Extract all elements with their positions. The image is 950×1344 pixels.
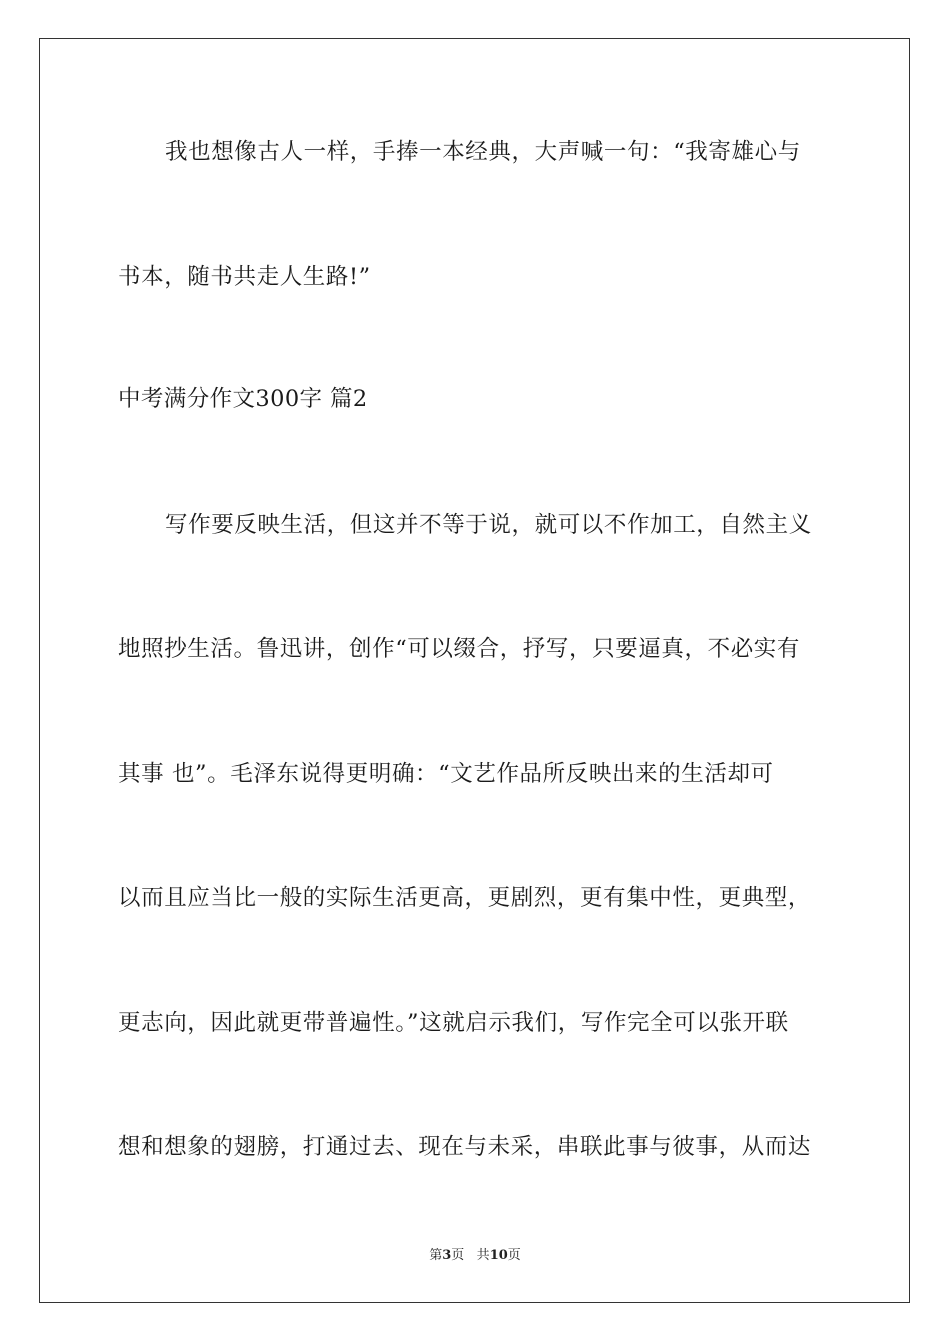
page-label-suffix: 页 xyxy=(451,1248,465,1263)
paragraph-line-2: 书本，随书共走人生路!” xyxy=(118,264,371,290)
body-line-4: 以而且应当比一般的实际生活更高，更剧烈，更有集中性，更典型， xyxy=(118,885,812,911)
total-label-suffix: 页 xyxy=(507,1248,521,1263)
body-line-2: 地照抄生活。鲁迅讲，创作“可以缀合，抒写，只要逼真，不必实有 xyxy=(118,636,801,662)
body-line-6: 想和想象的翅膀，打通过去、现在与未采，串联此事与彼事，从而达 xyxy=(118,1134,812,1160)
total-label-prefix: 共 xyxy=(476,1248,490,1263)
page-label-prefix: 第 xyxy=(429,1248,443,1263)
page-footer xyxy=(0,1247,950,1265)
current-page-number: 3 xyxy=(442,1248,452,1263)
page-frame xyxy=(39,38,910,1303)
section-heading: 中考满分作文300字 篇2 xyxy=(118,386,368,412)
body-line-1: 写作要反映生活，但这并不等于说，就可以不作加工，自然主义 xyxy=(165,512,812,538)
total-page-count: 10 xyxy=(489,1248,508,1263)
paragraph-line-1: 我也想像古人一样，手捧一本经典，大声喊一句：“我寄雄心与 xyxy=(165,139,801,165)
body-line-3: 其事 也”。毛泽东说得更明确：“文艺作品所反映出来的生活却可 xyxy=(118,761,774,787)
body-line-5: 更志向，因此就更带普遍性。”这就启示我们，写作完全可以张开联 xyxy=(118,1010,789,1036)
